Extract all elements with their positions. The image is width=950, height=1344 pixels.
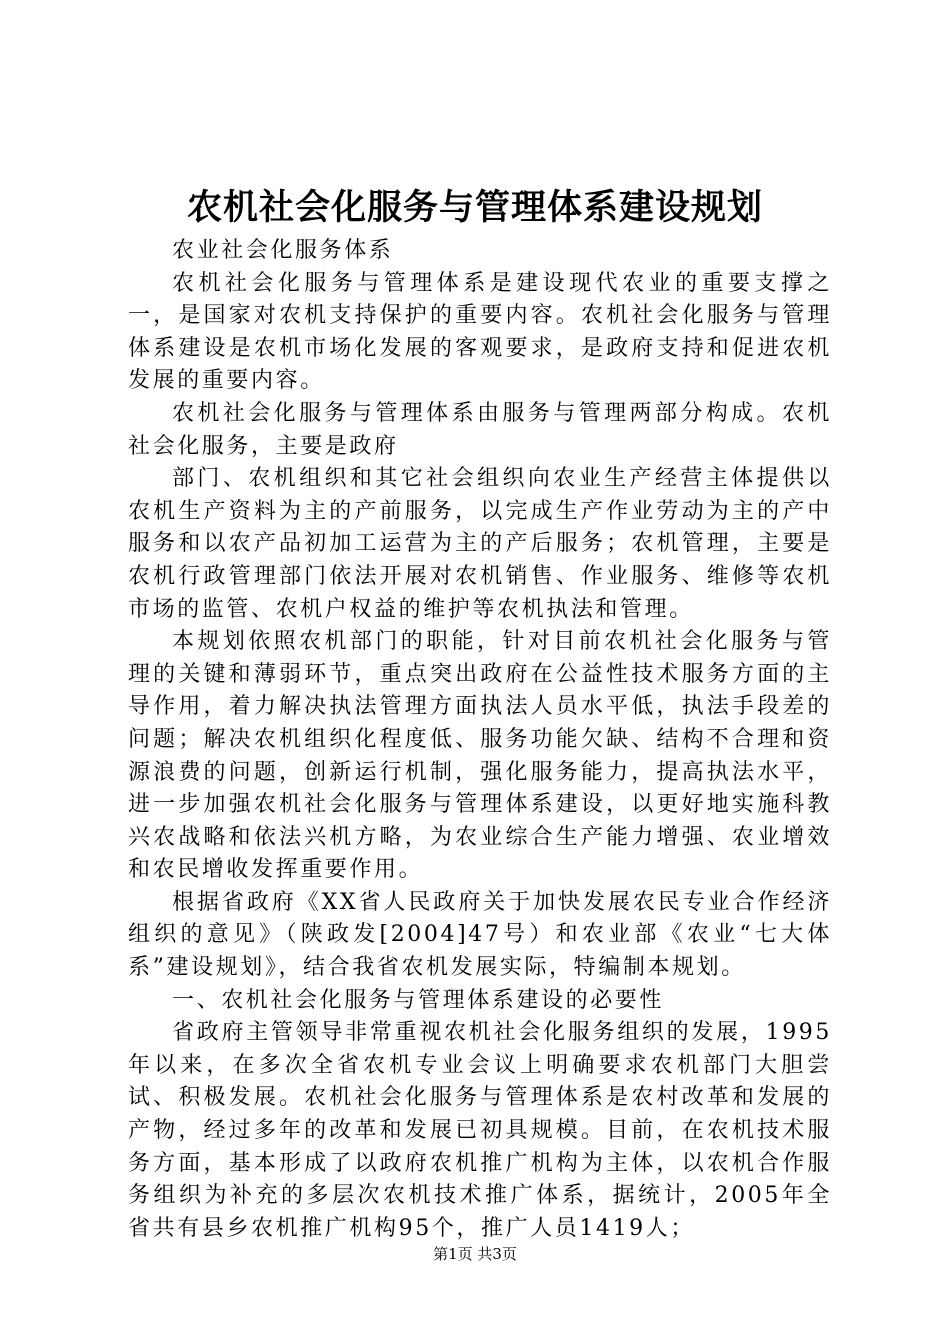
document-body — [128, 235, 832, 1245]
page-number-footer: 第1页 共3页 — [433, 1245, 517, 1263]
paragraph-current-status: 省政府主管领导非常重视农机社会化服务组织的发展，1995年以来，在多次全省农机专业会议上明确要求农机部门大胆尝试、积极发展。农机社会化服务与管理体系是农村改革和发展的产物，经过多年的改革和发展已初具规模。目前，在农机技术服务方面，基本形成了以政府农机推广机构为主体，以农机合作服务组织为补充的多层次农机技术推广体系，据统计，2005年全省共有县乡农机推广机构95个，推广人员1419人； — [128, 1020, 832, 1241]
paragraph-subtitle: 农业社会化服务体系 — [172, 238, 394, 263]
paragraph-plan-purpose: 本规划依照农机部门的职能，针对目前农机社会化服务与管理的关键和薄弱环节，重点突出政府在公益性技术服务方面的主导作用，着力解决执法管理方面执法人员水平低，执法手段差的问题；解决农机组织化程度低、服务功能欠缺、结构不合理和资源浪费的问题，创新运行机制，强化服务能力，提高执法水平，进一步加强农机社会化服务与管理体系建设，以更好地实施科教兴农战略和依法兴机方略，为农业综合生产能力增强、农业增效和农民增收发挥重要作用。 — [128, 629, 832, 883]
paragraph-service-definition: 部门、农机组织和其它社会组织向农业生产经营主体提供以农机生产资料为主的产前服务，以完成生产作业劳动为主的产中服务和以农产品初加工运营为主的产后服务；农机管理，主要是农机行政管理部门依法开展对农机销售、作业服务、维修等农机市场的监管、农机户权益的维护等农机执法和管理。 — [128, 466, 832, 622]
paragraph-intro: 农机社会化服务与管理体系是建设现代农业的重要支撑之一，是国家对农机支持保护的重要内容。农机社会化服务与管理体系建设是农机市场化发展的客观要求，是政府支持和促进农机发展的重要内容。 — [128, 270, 832, 394]
paragraph-basis: 根据省政府《XX省人民政府关于加快发展农民专业合作经济组织的意见》（陕政发[2004]47号）和农业部《农业“七大体系”建设规划》，结合我省农机发展实际，特编制本规划。 — [128, 889, 832, 981]
paragraph-composition: 农机社会化服务与管理体系由服务与管理两部分构成。农机社会化服务，主要是政府 — [128, 400, 832, 459]
document-title: 农机社会化服务与管理体系建设规划 — [186, 187, 763, 228]
section-heading-necessity: 一、农机社会化服务与管理体系建设的必要性 — [172, 987, 665, 1013]
